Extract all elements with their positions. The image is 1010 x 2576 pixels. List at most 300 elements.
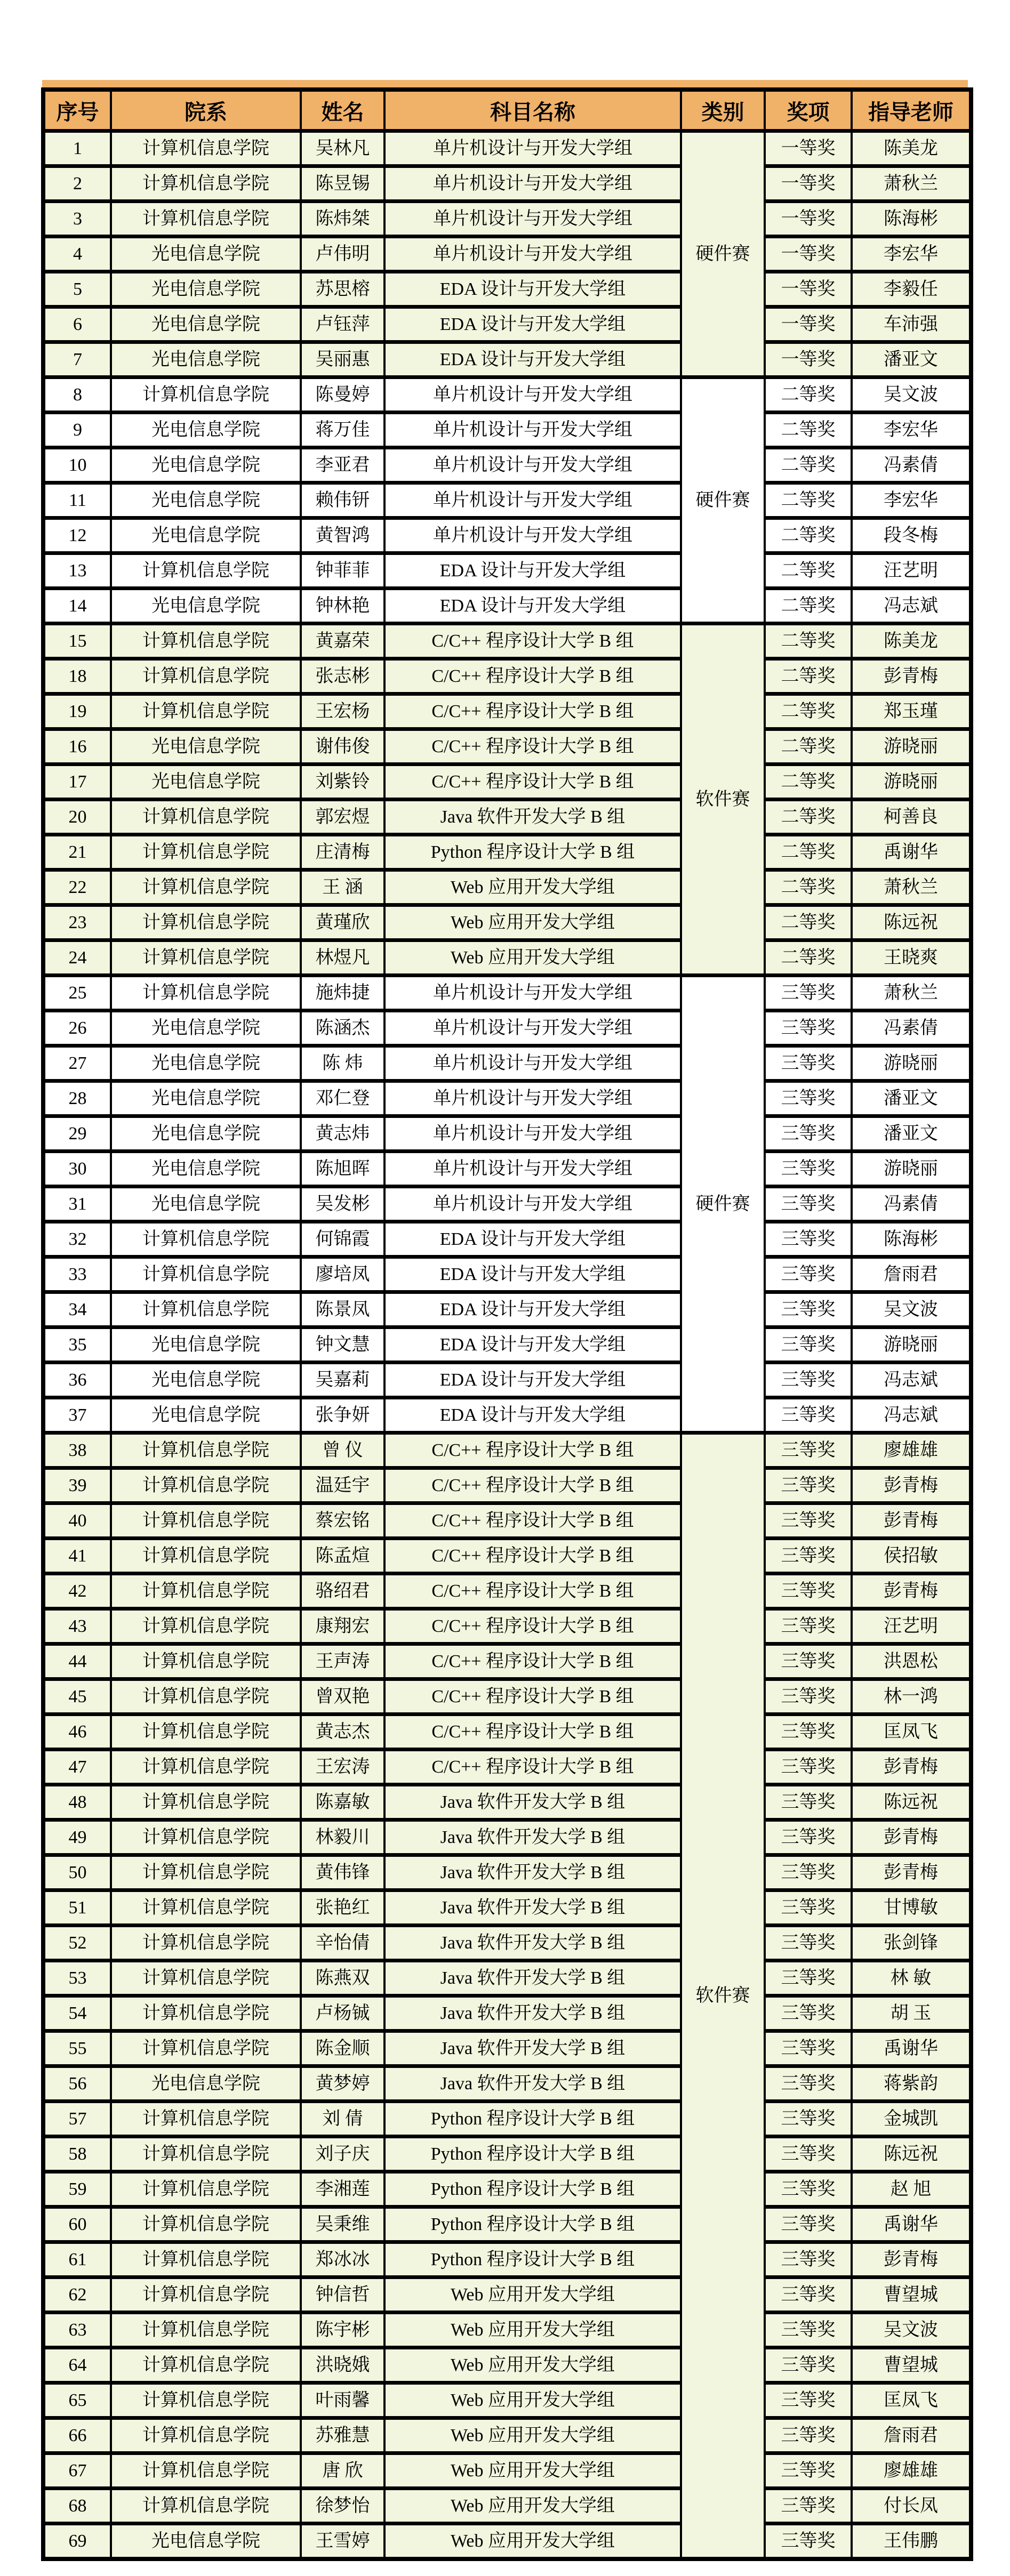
cell-teacher: 李宏华 — [852, 483, 971, 518]
cell-subject: Java 软件开发大学 B 组 — [384, 2031, 681, 2066]
table-row — [43, 377, 971, 413]
cell-no: 30 — [43, 1152, 111, 1187]
cell-subject: EDA 设计与开发大学组 — [384, 307, 681, 342]
cell-subject: 单片机设计与开发大学组 — [384, 1187, 681, 1222]
cell-teacher: 赵 旭 — [852, 2172, 971, 2207]
table-row — [43, 2031, 971, 2066]
cell-subject: Java 软件开发大学 B 组 — [384, 1996, 681, 2031]
cell-teacher: 陈远祝 — [852, 905, 971, 940]
cell-award: 三等奖 — [765, 2137, 852, 2172]
cell-dept: 光电信息学院 — [111, 307, 301, 342]
cell-teacher: 詹雨君 — [852, 1257, 971, 1292]
cell-subject: Java 软件开发大学 B 组 — [384, 800, 681, 835]
cell-subject: Java 软件开发大学 B 组 — [384, 1855, 681, 1890]
cell-category: 软件赛 — [681, 1433, 765, 2559]
cell-dept: 计算机信息学院 — [111, 1714, 301, 1750]
cell-teacher: 林 敏 — [852, 1961, 971, 1996]
cell-no: 57 — [43, 2102, 111, 2137]
cell-teacher: 李宏华 — [852, 413, 971, 448]
cell-name: 陈曼婷 — [301, 377, 384, 413]
cell-teacher: 匡凤飞 — [852, 2383, 971, 2418]
cell-name: 郑冰冰 — [301, 2242, 384, 2277]
table-row — [43, 2489, 971, 2524]
table-row — [43, 1855, 971, 1890]
cell-subject: 单片机设计与开发大学组 — [384, 237, 681, 272]
cell-no: 18 — [43, 659, 111, 694]
table-row — [43, 1257, 971, 1292]
cell-teacher: 吴文波 — [852, 377, 971, 413]
cell-dept: 计算机信息学院 — [111, 2207, 301, 2242]
header-dept: 院系 — [111, 90, 301, 131]
cell-no: 61 — [43, 2242, 111, 2277]
cell-award: 三等奖 — [765, 2418, 852, 2453]
cell-subject: EDA 设计与开发大学组 — [384, 1327, 681, 1363]
cell-teacher: 吴文波 — [852, 1292, 971, 1327]
cell-teacher: 冯志斌 — [852, 1398, 971, 1433]
cell-award: 一等奖 — [765, 342, 852, 377]
cell-no: 68 — [43, 2489, 111, 2524]
table-row — [43, 237, 971, 272]
cell-name: 洪晓娥 — [301, 2348, 384, 2383]
cell-name: 王宏涛 — [301, 1750, 384, 1785]
table-row — [43, 1820, 971, 1855]
cell-teacher: 胡 玉 — [852, 1996, 971, 2031]
cell-award: 三等奖 — [765, 1327, 852, 1363]
cell-name: 陈景凤 — [301, 1292, 384, 1327]
cell-teacher: 洪恩松 — [852, 1644, 971, 1679]
cell-name: 张艳红 — [301, 1890, 384, 1926]
cell-award: 三等奖 — [765, 1152, 852, 1187]
cell-award: 三等奖 — [765, 1011, 852, 1046]
table-row — [43, 1081, 971, 1116]
cell-no: 22 — [43, 870, 111, 905]
table-row — [43, 2524, 971, 2559]
table-row — [43, 764, 971, 800]
cell-subject: Web 应用开发大学组 — [384, 2453, 681, 2489]
cell-no: 49 — [43, 1820, 111, 1855]
cell-name: 吴丽惠 — [301, 342, 384, 377]
cell-no: 32 — [43, 1222, 111, 1257]
cell-dept: 计算机信息学院 — [111, 624, 301, 659]
cell-teacher: 蒋紫韵 — [852, 2066, 971, 2102]
cell-teacher: 李宏华 — [852, 237, 971, 272]
cell-teacher: 彭青梅 — [852, 1468, 971, 1503]
table-row — [43, 729, 971, 764]
cell-category: 软件赛 — [681, 624, 765, 976]
cell-dept: 光电信息学院 — [111, 1011, 301, 1046]
cell-subject: 单片机设计与开发大学组 — [384, 1011, 681, 1046]
cell-dept: 计算机信息学院 — [111, 2313, 301, 2348]
cell-dept: 计算机信息学院 — [111, 659, 301, 694]
cell-award: 三等奖 — [765, 1679, 852, 1714]
cell-no: 3 — [43, 202, 111, 237]
cell-name: 陈宇彬 — [301, 2313, 384, 2348]
cell-no: 47 — [43, 1750, 111, 1785]
cell-award: 二等奖 — [765, 870, 852, 905]
cell-teacher: 廖雄雄 — [852, 1433, 971, 1468]
cell-dept: 计算机信息学院 — [111, 1644, 301, 1679]
cell-name: 王宏杨 — [301, 694, 384, 729]
cell-no: 21 — [43, 835, 111, 870]
cell-name: 廖培凤 — [301, 1257, 384, 1292]
cell-teacher: 金城凯 — [852, 2102, 971, 2137]
cell-dept: 光电信息学院 — [111, 272, 301, 307]
cell-award: 三等奖 — [765, 1398, 852, 1433]
table-row — [43, 1926, 971, 1961]
cell-dept: 计算机信息学院 — [111, 2418, 301, 2453]
cell-no: 10 — [43, 448, 111, 483]
cell-subject: 单片机设计与开发大学组 — [384, 377, 681, 413]
cell-award: 三等奖 — [765, 2524, 852, 2559]
cell-name: 黄瑾欣 — [301, 905, 384, 940]
cell-subject: Python 程序设计大学 B 组 — [384, 2137, 681, 2172]
cell-no: 24 — [43, 940, 111, 976]
cell-award: 三等奖 — [765, 1714, 852, 1750]
cell-name: 黄嘉荣 — [301, 624, 384, 659]
cell-award: 三等奖 — [765, 1574, 852, 1609]
table-row — [43, 870, 971, 905]
cell-dept: 计算机信息学院 — [111, 1257, 301, 1292]
cell-dept: 计算机信息学院 — [111, 1574, 301, 1609]
cell-subject: C/C++ 程序设计大学 B 组 — [384, 1539, 681, 1574]
table-row — [43, 2172, 971, 2207]
cell-teacher: 禹谢华 — [852, 2031, 971, 2066]
cell-award: 三等奖 — [765, 2172, 852, 2207]
cell-teacher: 汪艺明 — [852, 1609, 971, 1644]
cell-name: 叶雨馨 — [301, 2383, 384, 2418]
cell-teacher: 游晓丽 — [852, 1152, 971, 1187]
cell-dept: 计算机信息学院 — [111, 1820, 301, 1855]
cell-dept: 光电信息学院 — [111, 1187, 301, 1222]
cell-teacher: 匡凤飞 — [852, 1714, 971, 1750]
cell-dept: 计算机信息学院 — [111, 1222, 301, 1257]
table-row — [43, 1750, 971, 1785]
cell-dept: 光电信息学院 — [111, 1327, 301, 1363]
cell-subject: 单片机设计与开发大学组 — [384, 483, 681, 518]
cell-no: 15 — [43, 624, 111, 659]
cell-name: 陈 炜 — [301, 1046, 384, 1081]
cell-dept: 光电信息学院 — [111, 2066, 301, 2102]
cell-no: 69 — [43, 2524, 111, 2559]
cell-no: 17 — [43, 764, 111, 800]
cell-award: 三等奖 — [765, 1503, 852, 1539]
cell-teacher: 禹谢华 — [852, 2207, 971, 2242]
cell-teacher: 李毅任 — [852, 272, 971, 307]
cell-subject: 单片机设计与开发大学组 — [384, 1081, 681, 1116]
cell-award: 二等奖 — [765, 413, 852, 448]
cell-teacher: 付长凤 — [852, 2489, 971, 2524]
cell-subject: C/C++ 程序设计大学 B 组 — [384, 694, 681, 729]
cell-teacher: 吴文波 — [852, 2313, 971, 2348]
header-category: 类别 — [681, 90, 765, 131]
cell-name: 吴嘉莉 — [301, 1363, 384, 1398]
cell-name: 黄志杰 — [301, 1714, 384, 1750]
cell-name: 陈嘉敏 — [301, 1785, 384, 1820]
cell-dept: 光电信息学院 — [111, 729, 301, 764]
cell-subject: C/C++ 程序设计大学 B 组 — [384, 1679, 681, 1714]
cell-no: 46 — [43, 1714, 111, 1750]
table-row — [43, 2207, 971, 2242]
cell-dept: 光电信息学院 — [111, 1046, 301, 1081]
table-row — [43, 2313, 971, 2348]
cell-no: 14 — [43, 589, 111, 624]
table-row — [43, 131, 971, 166]
cell-award: 三等奖 — [765, 1539, 852, 1574]
cell-award: 三等奖 — [765, 2102, 852, 2137]
cell-teacher: 张剑锋 — [852, 1926, 971, 1961]
table-row — [43, 800, 971, 835]
cell-teacher: 王伟鹏 — [852, 2524, 971, 2559]
cell-no: 16 — [43, 729, 111, 764]
cell-teacher: 王晓爽 — [852, 940, 971, 976]
table-row — [43, 1574, 971, 1609]
cell-no: 45 — [43, 1679, 111, 1714]
cell-teacher: 林一鸿 — [852, 1679, 971, 1714]
cell-dept: 光电信息学院 — [111, 1081, 301, 1116]
cell-name: 蒋万佳 — [301, 413, 384, 448]
cell-name: 陈孟煊 — [301, 1539, 384, 1574]
table-row — [43, 1679, 971, 1714]
cell-dept: 光电信息学院 — [111, 1398, 301, 1433]
cell-dept: 计算机信息学院 — [111, 2383, 301, 2418]
cell-subject: EDA 设计与开发大学组 — [384, 342, 681, 377]
cell-award: 二等奖 — [765, 729, 852, 764]
header-row — [43, 90, 971, 131]
cell-teacher: 潘亚文 — [852, 1116, 971, 1152]
cell-teacher: 潘亚文 — [852, 342, 971, 377]
cell-subject: Python 程序设计大学 B 组 — [384, 835, 681, 870]
cell-subject: EDA 设计与开发大学组 — [384, 1398, 681, 1433]
cell-name: 王声涛 — [301, 1644, 384, 1679]
cell-subject: EDA 设计与开发大学组 — [384, 1257, 681, 1292]
cell-dept: 光电信息学院 — [111, 518, 301, 553]
cell-teacher: 廖雄雄 — [852, 2453, 971, 2489]
table-row — [43, 553, 971, 589]
cell-award: 二等奖 — [765, 800, 852, 835]
table-row — [43, 1503, 971, 1539]
cell-no: 39 — [43, 1468, 111, 1503]
cell-dept: 计算机信息学院 — [111, 1433, 301, 1468]
cell-name: 卢钰萍 — [301, 307, 384, 342]
cell-dept: 计算机信息学院 — [111, 2277, 301, 2313]
cell-name: 刘子庆 — [301, 2137, 384, 2172]
cell-dept: 计算机信息学院 — [111, 377, 301, 413]
cell-award: 二等奖 — [765, 518, 852, 553]
cell-dept: 计算机信息学院 — [111, 131, 301, 166]
cell-dept: 计算机信息学院 — [111, 1503, 301, 1539]
cell-award: 二等奖 — [765, 940, 852, 976]
cell-subject: Java 软件开发大学 B 组 — [384, 2066, 681, 2102]
cell-no: 36 — [43, 1363, 111, 1398]
cell-subject: EDA 设计与开发大学组 — [384, 553, 681, 589]
cell-dept: 光电信息学院 — [111, 1363, 301, 1398]
cell-subject: 单片机设计与开发大学组 — [384, 202, 681, 237]
cell-award: 三等奖 — [765, 1433, 852, 1468]
cell-subject: Web 应用开发大学组 — [384, 905, 681, 940]
cell-no: 31 — [43, 1187, 111, 1222]
cell-subject: C/C++ 程序设计大学 B 组 — [384, 1574, 681, 1609]
table-row — [43, 202, 971, 237]
cell-award: 三等奖 — [765, 2207, 852, 2242]
cell-teacher: 游晓丽 — [852, 729, 971, 764]
cell-no: 27 — [43, 1046, 111, 1081]
cell-teacher: 萧秋兰 — [852, 976, 971, 1011]
table-row — [43, 483, 971, 518]
cell-award: 三等奖 — [765, 976, 852, 1011]
table-row — [43, 1890, 971, 1926]
cell-teacher: 冯素倩 — [852, 448, 971, 483]
cell-dept: 计算机信息学院 — [111, 2453, 301, 2489]
cell-teacher: 甘博敏 — [852, 1890, 971, 1926]
cell-no: 54 — [43, 1996, 111, 2031]
cell-no: 13 — [43, 553, 111, 589]
cell-category: 硬件赛 — [681, 976, 765, 1433]
cell-dept: 光电信息学院 — [111, 448, 301, 483]
cell-dept: 计算机信息学院 — [111, 694, 301, 729]
cell-dept: 计算机信息学院 — [111, 870, 301, 905]
cell-dept: 计算机信息学院 — [111, 1468, 301, 1503]
cell-subject: Web 应用开发大学组 — [384, 940, 681, 976]
cell-award: 三等奖 — [765, 1820, 852, 1855]
cell-name: 李湘莲 — [301, 2172, 384, 2207]
table-row — [43, 2453, 971, 2489]
cell-subject: EDA 设计与开发大学组 — [384, 589, 681, 624]
cell-no: 41 — [43, 1539, 111, 1574]
cell-no: 44 — [43, 1644, 111, 1679]
cell-subject: Web 应用开发大学组 — [384, 2277, 681, 2313]
cell-subject: C/C++ 程序设计大学 B 组 — [384, 624, 681, 659]
table-row — [43, 1011, 971, 1046]
cell-teacher: 彭青梅 — [852, 1503, 971, 1539]
cell-name: 骆绍君 — [301, 1574, 384, 1609]
table-row — [43, 940, 971, 976]
cell-name: 施炜捷 — [301, 976, 384, 1011]
cell-name: 吴发彬 — [301, 1187, 384, 1222]
cell-award: 二等奖 — [765, 659, 852, 694]
cell-teacher: 游晓丽 — [852, 764, 971, 800]
cell-award: 二等奖 — [765, 553, 852, 589]
cell-award: 三等奖 — [765, 1961, 852, 1996]
cell-teacher: 陈远祝 — [852, 2137, 971, 2172]
cell-name: 邓仁登 — [301, 1081, 384, 1116]
cell-dept: 光电信息学院 — [111, 1152, 301, 1187]
cell-name: 黄伟锋 — [301, 1855, 384, 1890]
cell-no: 62 — [43, 2277, 111, 2313]
cell-subject: 单片机设计与开发大学组 — [384, 518, 681, 553]
cell-award: 二等奖 — [765, 694, 852, 729]
cell-subject: Web 应用开发大学组 — [384, 2489, 681, 2524]
table-row — [43, 1433, 971, 1468]
table-row — [43, 1468, 971, 1503]
cell-dept: 光电信息学院 — [111, 342, 301, 377]
awards-table — [41, 87, 973, 2561]
cell-name: 王 涵 — [301, 870, 384, 905]
cell-award: 二等奖 — [765, 483, 852, 518]
cell-teacher: 陈海彬 — [852, 202, 971, 237]
cell-teacher: 彭青梅 — [852, 1750, 971, 1785]
cell-teacher: 冯素倩 — [852, 1011, 971, 1046]
table-row — [43, 2137, 971, 2172]
cell-subject: C/C++ 程序设计大学 B 组 — [384, 1468, 681, 1503]
table-row — [43, 1222, 971, 1257]
cell-subject: 单片机设计与开发大学组 — [384, 1152, 681, 1187]
cell-subject: 单片机设计与开发大学组 — [384, 976, 681, 1011]
cell-teacher: 侯招敏 — [852, 1539, 971, 1574]
cell-subject: Python 程序设计大学 B 组 — [384, 2242, 681, 2277]
cell-award: 三等奖 — [765, 2383, 852, 2418]
cell-subject: Web 应用开发大学组 — [384, 2348, 681, 2383]
cell-name: 康翔宏 — [301, 1609, 384, 1644]
cell-subject: C/C++ 程序设计大学 B 组 — [384, 764, 681, 800]
cell-teacher: 柯善良 — [852, 800, 971, 835]
cell-teacher: 汪艺明 — [852, 553, 971, 589]
cell-dept: 计算机信息学院 — [111, 2489, 301, 2524]
cell-name: 苏雅慧 — [301, 2418, 384, 2453]
cell-dept: 计算机信息学院 — [111, 1292, 301, 1327]
cell-award: 三等奖 — [765, 1609, 852, 1644]
cell-award: 三等奖 — [765, 1046, 852, 1081]
cell-dept: 计算机信息学院 — [111, 940, 301, 976]
cell-subject: Java 软件开发大学 B 组 — [384, 1890, 681, 1926]
table-row — [43, 659, 971, 694]
cell-award: 三等奖 — [765, 2313, 852, 2348]
cell-dept: 计算机信息学院 — [111, 1855, 301, 1890]
cell-no: 65 — [43, 2383, 111, 2418]
cell-subject: C/C++ 程序设计大学 B 组 — [384, 1714, 681, 1750]
table-row — [43, 1152, 971, 1187]
cell-name: 曾 仪 — [301, 1433, 384, 1468]
cell-name: 张志彬 — [301, 659, 384, 694]
cell-award: 一等奖 — [765, 272, 852, 307]
cell-award: 三等奖 — [765, 1222, 852, 1257]
cell-dept: 计算机信息学院 — [111, 835, 301, 870]
cell-subject: 单片机设计与开发大学组 — [384, 166, 681, 202]
cell-subject: Web 应用开发大学组 — [384, 2524, 681, 2559]
cell-name: 温廷宇 — [301, 1468, 384, 1503]
cell-dept: 计算机信息学院 — [111, 2031, 301, 2066]
cell-award: 三等奖 — [765, 1644, 852, 1679]
cell-subject: Python 程序设计大学 B 组 — [384, 2207, 681, 2242]
cell-name: 陈昱锡 — [301, 166, 384, 202]
table-row — [43, 2348, 971, 2383]
table-row — [43, 2066, 971, 2102]
cell-award: 三等奖 — [765, 1750, 852, 1785]
table-row — [43, 1187, 971, 1222]
cell-no: 4 — [43, 237, 111, 272]
cell-no: 56 — [43, 2066, 111, 2102]
cell-name: 吴林凡 — [301, 131, 384, 166]
cell-dept: 计算机信息学院 — [111, 166, 301, 202]
table-row — [43, 2102, 971, 2137]
cell-dept: 计算机信息学院 — [111, 1890, 301, 1926]
cell-teacher: 陈美龙 — [852, 624, 971, 659]
cell-teacher: 陈海彬 — [852, 1222, 971, 1257]
cell-teacher: 段冬梅 — [852, 518, 971, 553]
cell-teacher: 萧秋兰 — [852, 870, 971, 905]
table-row — [43, 342, 971, 377]
cell-name: 刘 倩 — [301, 2102, 384, 2137]
cell-name: 陈炜桀 — [301, 202, 384, 237]
table-row — [43, 1961, 971, 1996]
cell-subject: Web 应用开发大学组 — [384, 870, 681, 905]
table-row — [43, 1539, 971, 1574]
cell-no: 8 — [43, 377, 111, 413]
table-row — [43, 2418, 971, 2453]
table-row — [43, 1116, 971, 1152]
cell-no: 35 — [43, 1327, 111, 1363]
cell-category: 硬件赛 — [681, 131, 765, 377]
cell-dept: 计算机信息学院 — [111, 2102, 301, 2137]
